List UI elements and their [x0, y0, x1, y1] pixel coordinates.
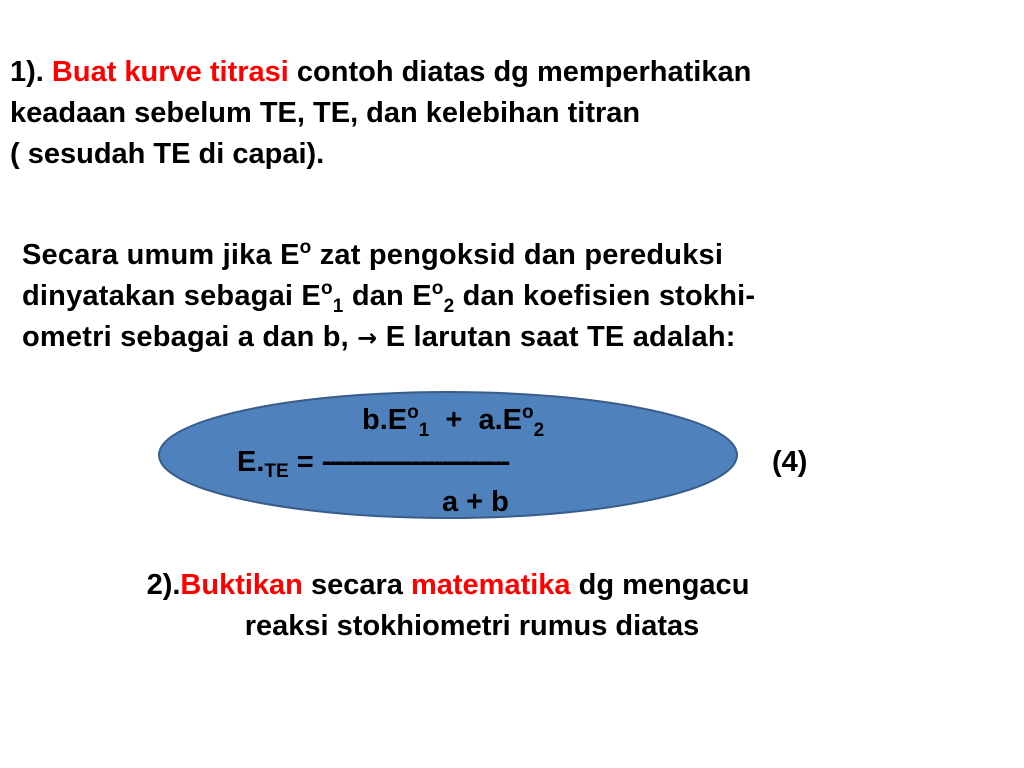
numerator-subscript-2: 2	[533, 420, 545, 441]
task-2-number: 2).	[146, 569, 181, 601]
general-line-2-b: dan E	[343, 280, 432, 312]
formula-lhs: E.	[237, 446, 265, 478]
general-line-2-a: dinyatakan sebagai E	[22, 280, 321, 312]
general-line-3	[22, 317, 755, 359]
numerator-subscript-1: 1	[418, 420, 430, 441]
formula-numerator	[362, 402, 545, 441]
task-1-line-3: ( sesudah TE di capai).	[10, 138, 325, 170]
general-line-1	[22, 235, 755, 276]
task-2-highlight-2: matematika	[410, 569, 571, 601]
general-line-2-c: dan koefisien stokhi-	[454, 280, 756, 312]
superscript-o-1: o	[320, 278, 333, 299]
task-1-number: 1).	[10, 56, 44, 88]
formula-denominator: a + b	[442, 486, 509, 518]
numerator-middle: + a.E	[429, 404, 523, 436]
superscript-o-2: o	[431, 278, 444, 299]
numerator-superscript-1: o	[407, 402, 419, 423]
task-2-word-4: dg mengacu	[570, 569, 750, 601]
subscript-1: 1	[332, 296, 344, 317]
task-1-line-1	[10, 52, 751, 93]
general-line-1-a: Secara umum jika E	[22, 239, 300, 271]
numerator-superscript-2: o	[522, 402, 534, 423]
formula-lhs-subscript: TE	[264, 461, 289, 482]
equation-number: (4)	[772, 446, 808, 478]
general-line-3-b: E larutan saat TE adalah:	[377, 321, 736, 353]
equals-sign: =	[288, 446, 322, 478]
general-line-3-a: ometri sebagai a dan b,	[22, 321, 358, 353]
fraction-bar: -------------------------	[321, 446, 509, 478]
task-1-line-2: keadaan sebelum TE, TE, dan kelebihan titran	[10, 97, 641, 129]
task-2-highlight-1: Buktikan	[180, 569, 303, 601]
task-2-paragraph	[0, 565, 1024, 647]
task-1-paragraph	[10, 52, 751, 175]
general-line-1-b: zat pengoksid dan pereduksi	[311, 239, 724, 271]
numerator-part-a: b.E	[362, 404, 408, 436]
superscript-o: o	[299, 237, 312, 258]
general-line-2	[22, 276, 755, 317]
right-arrow-icon: →	[357, 324, 378, 352]
formula-main-line	[237, 444, 508, 484]
general-statement	[22, 235, 755, 359]
task-1-line-1-rest: contoh diatas dg memperhatikan	[296, 56, 752, 88]
task-2-word-2: secara	[302, 569, 411, 601]
task-2-line-2: reaksi stokhiometri rumus diatas	[244, 610, 700, 642]
subscript-2: 2	[443, 296, 455, 317]
task-1-highlight: Buat kurve titrasi	[51, 56, 289, 88]
task-2-line-1	[0, 565, 1024, 606]
